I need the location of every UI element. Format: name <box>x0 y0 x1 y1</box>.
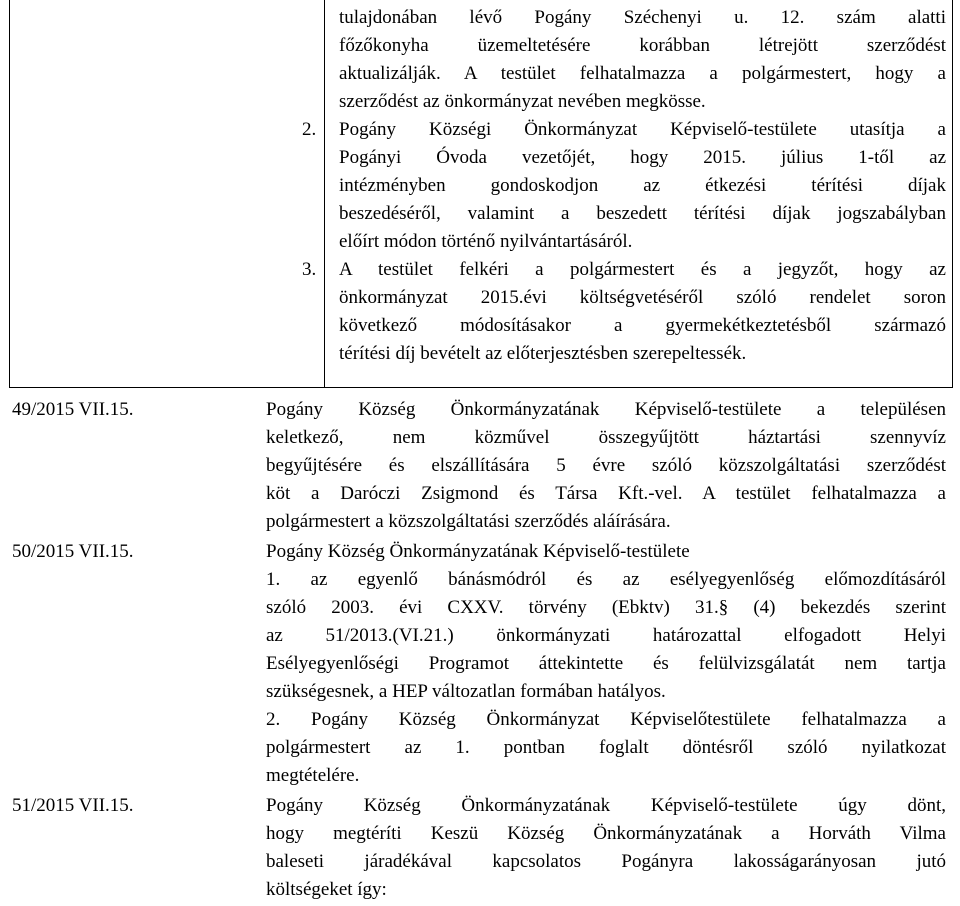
text-line: baleseti járadékával kapcsolatos Pogányra lakosságarányosan jutó <box>266 851 946 872</box>
text-line: 1. az egyenlő bánásmódról és az esélyegyenlőség előmozdításáról <box>266 569 946 590</box>
text-line: Pogány Község Önkormányzatának Képviselő-testülete a településen <box>266 399 946 420</box>
text-line: begyűjtésére és elszállítására 5 évre szóló közszolgáltatási szerződést <box>266 455 946 476</box>
text-line: tulajdonában lévő Pogány Széchenyi u. 12. szám alatti <box>339 7 946 28</box>
text-line: térítési díj bevételt az előterjesztésben szerepeltessék. <box>339 343 747 364</box>
text-line: polgármestert az 1. pontban foglalt döntésről szóló nyilatkozat <box>266 737 946 758</box>
text-line: köt a Daróczi Zsigmond és Társa Kft.-vel. A testület felhatalmazza a <box>266 483 946 504</box>
text-line: szerződést az önkormányzat nevében megkösse. <box>339 91 706 112</box>
text-line: az 51/2013.(VI.21.) önkormányzati határozattal elfogadott Helyi <box>266 625 946 646</box>
text-line: előírt módon történő nyilvántartásáról. <box>339 231 633 252</box>
text-line: polgármestert a közszolgáltatási szerződés aláírására. <box>266 511 671 532</box>
resolution-number: 51/2015 VII.15. <box>12 795 134 816</box>
text-line: beszedéséről, valamint a beszedett térítési díjak jogszabályban <box>339 203 946 224</box>
text-line: főzőkonyha üzemeltetésére korábban létrejött szerződést <box>339 35 946 56</box>
text-line: Pogány Község Önkormányzatának Képviselő-testülete úgy dönt, <box>266 795 946 816</box>
text-line: megtételére. <box>266 765 360 786</box>
text-line: szükségesnek, a HEP változatlan formában hatályos. <box>266 681 666 702</box>
text-line: aktualizálják. A testület felhatalmazza a polgármestert, hogy a <box>339 63 946 84</box>
text-line: Pogány Község Önkormányzatának Képviselő-testülete <box>266 541 690 562</box>
resolution-number: 49/2015 VII.15. <box>12 399 134 420</box>
text-line: következő módosításakor a gyermekétkeztetésből származó <box>339 315 946 336</box>
text-line: Pogányi Óvoda vezetőjét, hogy 2015. július 1-től az <box>339 147 946 168</box>
item-number: 3. <box>302 259 317 280</box>
text-line: költségeket így: <box>266 879 387 900</box>
resolution-number: 50/2015 VII.15. <box>12 541 134 562</box>
text-line: 2. Pogány Község Önkormányzat Képviselőtestülete felhatalmazza a <box>266 709 946 730</box>
text-line: keletkező, nem közművel összegyűjtött háztartási szennyvíz <box>266 427 946 448</box>
column-divider <box>324 0 325 387</box>
text-line: intézményben gondoskodjon az étkezési térítési díjak <box>339 175 946 196</box>
text-line: Pogány Községi Önkormányzat Képviselő-testülete utasítja a <box>339 119 946 140</box>
text-line: önkormányzat 2015.évi költségvetéséről szóló rendelet soron <box>339 287 946 308</box>
item-number: 2. <box>302 119 317 140</box>
text-line: Esélyegyenlőségi Programot áttekintette és felülvizsgálatát nem tartja <box>266 653 946 674</box>
text-line: A testület felkéri a polgármestert és a jegyzőt, hogy az <box>339 259 946 280</box>
text-line: szóló 2003. évi CXXV. törvény (Ebktv) 31.§ (4) bekezdés szerint <box>266 597 946 618</box>
text-line: hogy megtéríti Keszü Község Önkormányzatának a Horváth Vilma <box>266 823 946 844</box>
